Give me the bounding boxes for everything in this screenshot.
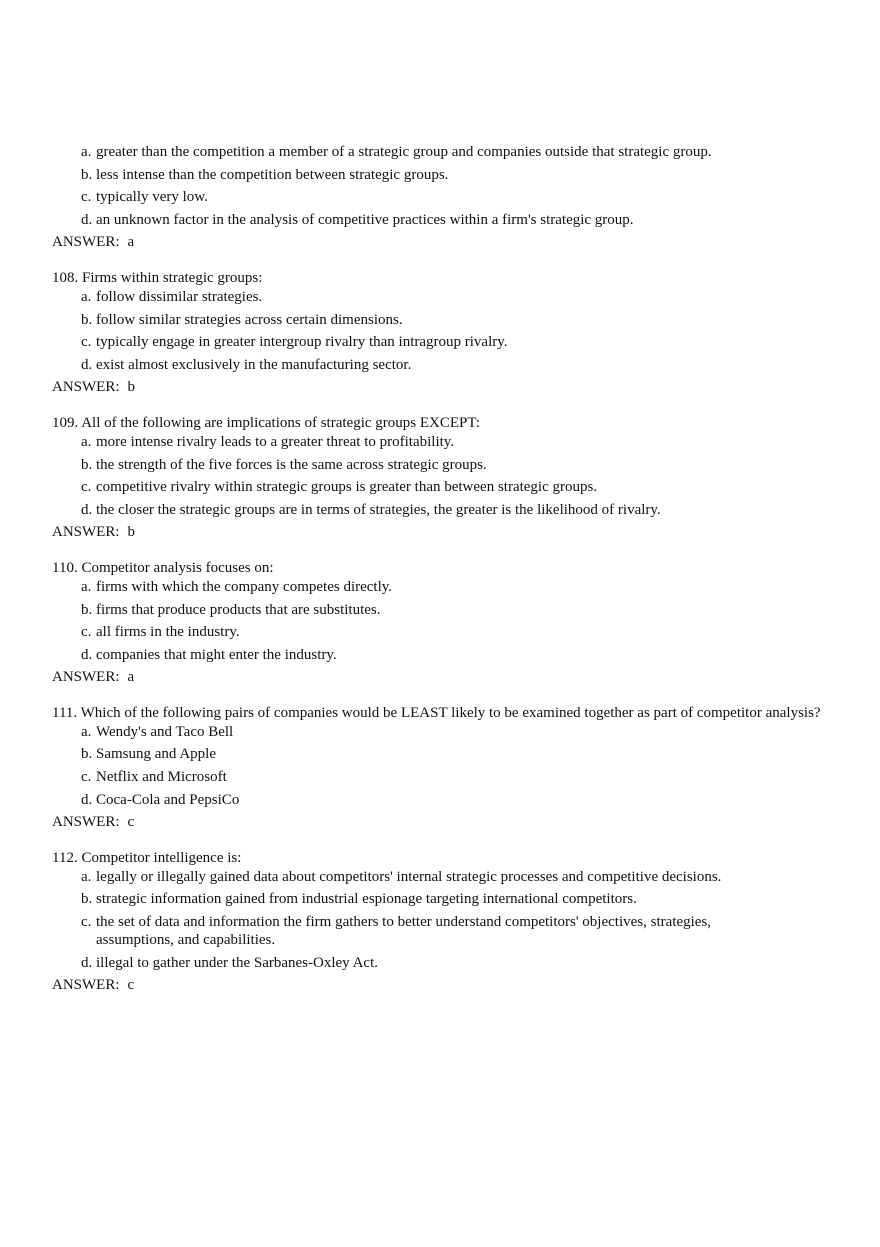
option-letter: d. [81,211,93,228]
question-107-continued [52,143,822,251]
option-a [52,723,822,741]
option-text: strategic information gained from industrial espionage targeting international competitors. [96,891,637,908]
option-c [52,623,822,641]
option-d [52,211,822,229]
option-letter: b. [81,456,93,473]
option-text: exist almost exclusively in the manufacturing sector. [96,356,412,373]
option-a [52,288,822,306]
option-letter: c. [81,189,92,206]
option-letter: b. [81,891,93,908]
question-108 [52,269,822,396]
option-letter: b. [81,166,93,183]
option-b [52,601,822,619]
answer-value: a [127,669,135,686]
option-list [52,143,822,229]
option-text: the strength of the five forces is the same across strategic groups. [96,456,487,473]
option-letter: a. [81,578,92,595]
question-number: 112. [52,849,78,866]
option-letter: a. [81,433,92,450]
option-letter: a. [81,144,92,160]
option-letter: a. [81,288,92,305]
option-d [52,954,822,972]
question-text: All of the following are implications of strategic groups EXCEPT: [81,414,480,431]
option-text: companies that might enter the industry. [96,646,337,663]
answer-value: b [127,524,135,541]
question-109 [52,414,822,541]
option-list [52,433,822,519]
option-text: the closer the strategic groups are in terms of strategies, the greater is the likelihood of rivalry. [96,501,661,518]
option-list [52,868,822,972]
option-b [52,456,822,474]
option-c [52,478,822,496]
option-text: Wendy's and Taco Bell [96,723,234,740]
answer-line [52,976,822,994]
answer-value: c [127,814,135,831]
option-list [52,288,822,374]
option-letter: b. [81,601,93,618]
question-number: 109. [52,414,79,431]
option-text: typically engage in greater intergroup rivalry than intragroup rivalry. [96,334,508,351]
question-stem [52,414,822,432]
answer-label: ANSWER: [52,524,120,541]
option-text: firms with which the company competes directly. [96,578,393,595]
question-text: Which of the following pairs of companies would be LEAST likely to be examined together as part of competitor analysis? [80,704,821,721]
answer-label: ANSWER: [52,379,120,396]
question-111 [52,704,822,831]
option-a [52,433,822,451]
option-b [52,745,822,763]
option-letter: d. [81,356,93,373]
option-text: follow similar strategies across certain dimensions. [96,311,403,328]
option-b [52,166,822,184]
question-stem [52,849,822,867]
question-110 [52,559,822,686]
answer-value: b [127,379,135,396]
option-list [52,578,822,664]
option-text: more intense rivalry leads to a greater threat to profitability. [96,433,455,450]
option-letter: a. [81,723,92,740]
option-letter: c. [81,334,92,351]
option-text: the set of data and information the firm gathers to better understand competitors' objectives, strategies, assumptions, and capabilities. [96,914,712,949]
option-b [52,890,822,908]
option-text: legally or illegally gained data about competitors' internal strategic processes and competitive decisions. [96,868,722,885]
option-letter: c. [81,624,92,641]
option-letter: c. [81,479,92,496]
option-c [52,768,822,786]
option-text: typically very low. [96,189,208,206]
option-c [52,913,822,949]
option-a [52,578,822,596]
option-text: an unknown factor in the analysis of competitive practices within a firm's strategic group. [96,211,634,228]
option-d [52,791,822,809]
option-text: illegal to gather under the Sarbanes-Oxley Act. [96,954,378,971]
option-letter: d. [81,791,93,808]
option-letter: b. [81,311,93,328]
question-text: Firms within strategic groups: [82,269,263,286]
option-letter: c. [81,769,92,786]
option-letter: a. [81,868,92,885]
question-112 [52,849,822,994]
answer-line [52,378,822,396]
answer-label: ANSWER: [52,814,120,831]
option-text: Samsung and Apple [96,746,216,763]
option-c [52,333,822,351]
question-stem [52,559,822,577]
option-a [52,868,822,886]
answer-line [52,233,822,251]
question-number: 110. [52,559,78,576]
answer-line [52,523,822,541]
question-number: 108. [52,269,79,286]
option-text: competitive rivalry within strategic groups is greater than between strategic groups. [96,479,598,496]
option-b [52,311,822,329]
option-d [52,646,822,664]
question-text: Competitor intelligence is: [81,849,242,866]
question-stem [52,704,822,722]
option-text: greater than the competition a member of a strategic group and companies outside that strategic group. [96,144,712,160]
option-letter: c. [81,914,92,931]
answer-label: ANSWER: [52,234,120,251]
option-a [52,143,822,161]
question-stem [52,269,822,287]
option-c [52,188,822,206]
option-text: Netflix and Microsoft [96,769,227,786]
option-letter: d. [81,646,93,663]
option-letter: d. [81,501,93,518]
option-letter: b. [81,746,93,763]
option-text: Coca-Cola and PepsiCo [96,791,240,808]
option-text: firms that produce products that are substitutes. [96,601,381,618]
question-number: 111. [52,704,78,721]
option-text: follow dissimilar strategies. [96,288,263,305]
option-text: less intense than the competition between strategic groups. [96,166,449,183]
option-text: all firms in the industry. [96,624,240,641]
option-d [52,501,822,519]
question-text: Competitor analysis focuses on: [81,559,274,576]
answer-line [52,668,822,686]
option-list [52,723,822,809]
option-letter: d. [81,954,93,971]
answer-label: ANSWER: [52,669,120,686]
answer-line [52,813,822,831]
answer-label: ANSWER: [52,977,120,994]
option-d [52,356,822,374]
answer-value: c [127,977,135,994]
question-page [52,143,822,1012]
answer-value: a [127,234,135,251]
